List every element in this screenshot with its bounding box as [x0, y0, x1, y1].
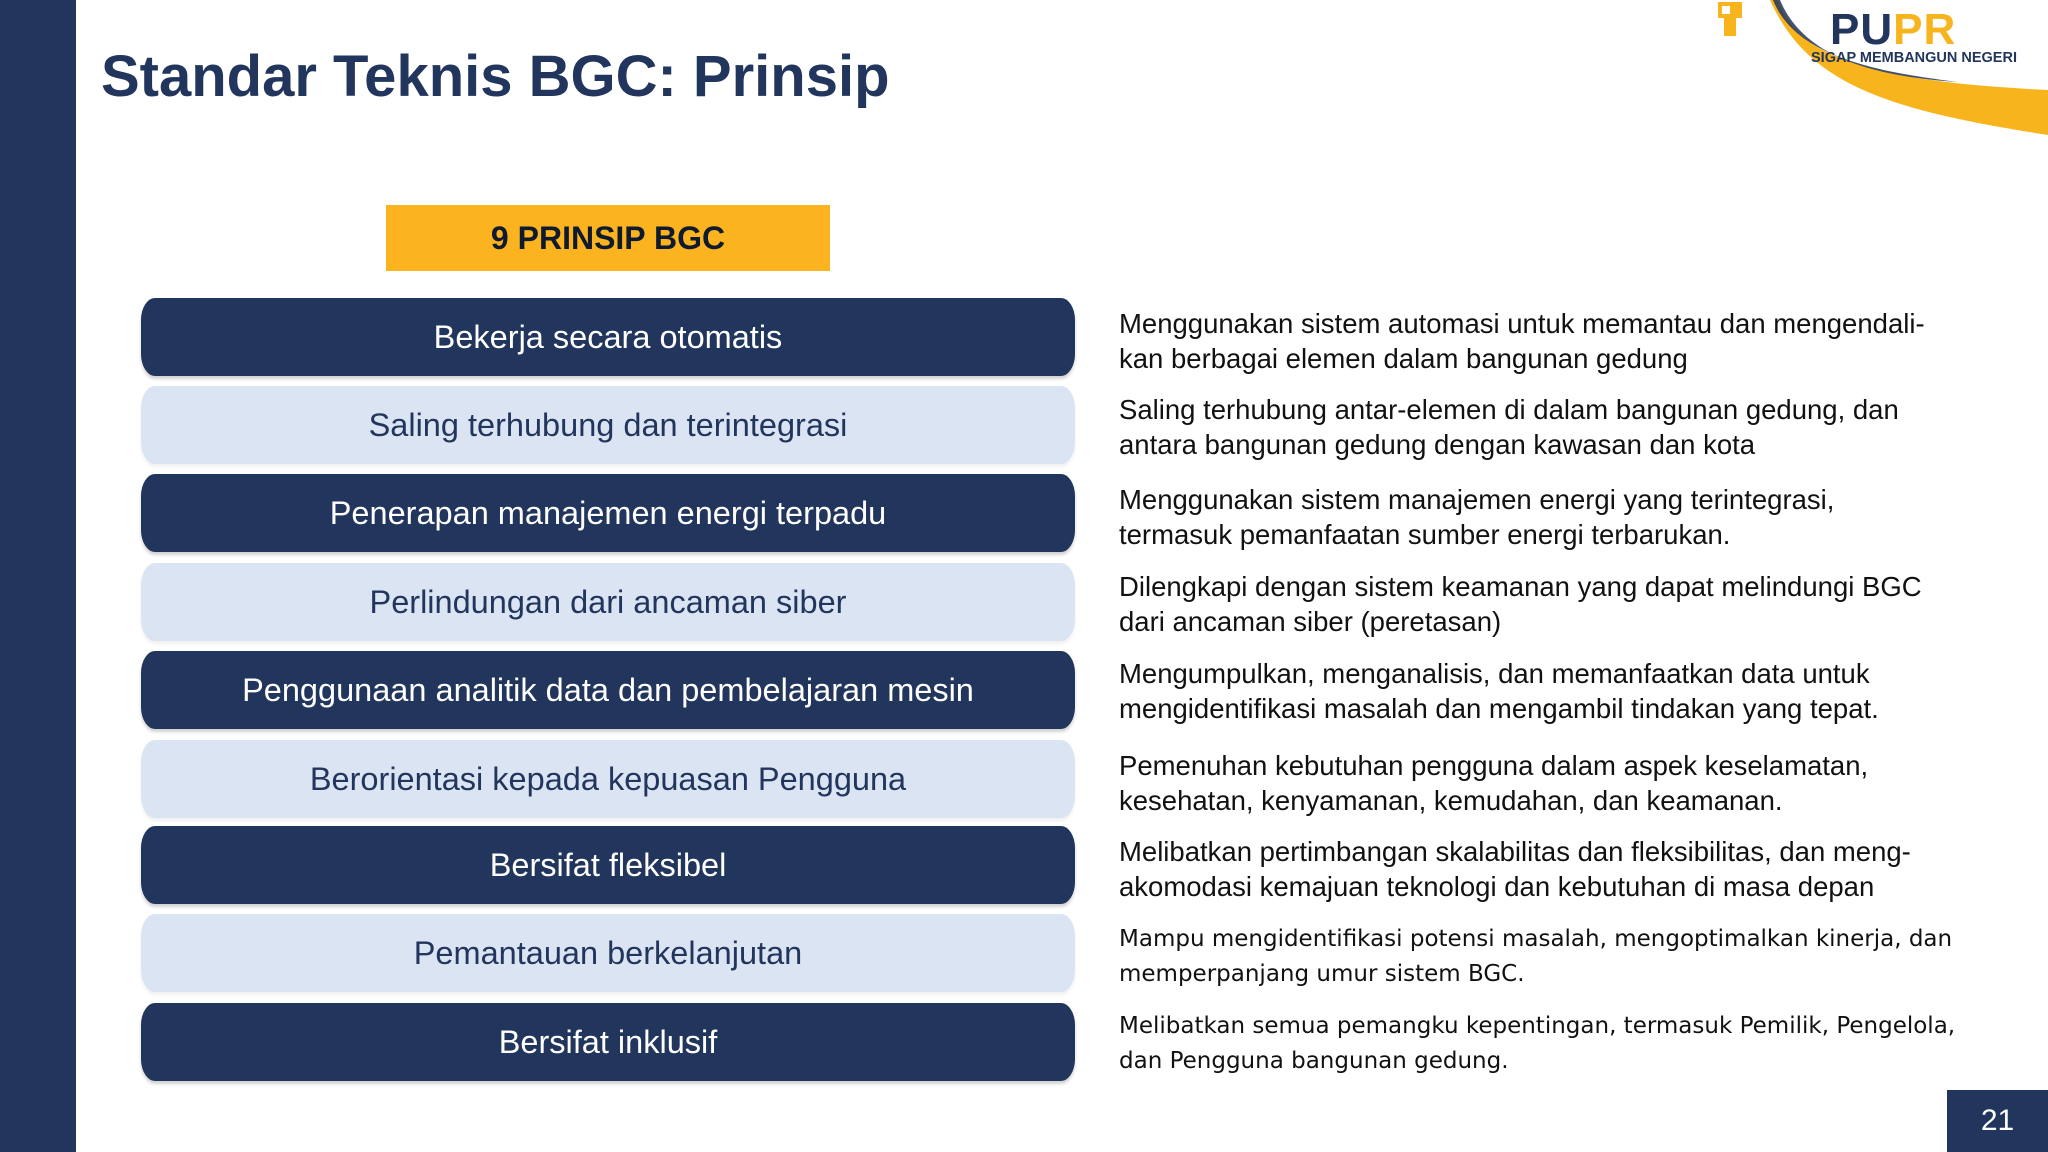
principle-pill-6: Berorientasi kepada kepuasan Pengguna: [141, 740, 1075, 818]
left-accent-bar: [0, 0, 76, 1152]
principle-pill-8: Pemantauan berkelanjutan: [141, 914, 1075, 992]
page-number: 21: [1947, 1090, 2048, 1152]
description-line: Saling terhubung antar-elemen di dalam bangunan gedung, dan: [1119, 394, 1899, 425]
description-line: memperpanjang umur sistem BGC.: [1119, 961, 1525, 987]
description-line: termasuk pemanfaatan sumber energi terbarukan.: [1119, 519, 1731, 550]
pupr-logo: [1718, 0, 2048, 135]
principle-description-7: [1119, 834, 1979, 904]
description-line: Pemenuhan kebutuhan pengguna dalam aspek keselamatan,: [1119, 750, 1869, 781]
principle-pill-4: Perlindungan dari ancaman siber: [141, 563, 1075, 641]
description-line: Melibatkan semua pemangku kepentingan, termasuk Pemilik, Pengelola,: [1119, 1013, 1956, 1039]
principle-description-5: [1119, 656, 1979, 726]
principle-description-1: [1119, 306, 1979, 376]
description-line: akomodasi kemajuan teknologi dan kebutuhan di masa depan: [1119, 871, 1875, 902]
description-line: Melibatkan pertimbangan skalabilitas dan fleksibilitas, dan meng-: [1119, 836, 1911, 867]
principle-description-4: [1119, 569, 1979, 639]
principle-pill-1: Bekerja secara otomatis: [141, 298, 1075, 376]
principle-description-6: [1119, 748, 1979, 818]
description-line: kesehatan, kenyamanan, kemudahan, dan keamanan.: [1119, 785, 1783, 816]
principle-pill-7: Bersifat fleksibel: [141, 826, 1075, 904]
description-line: dari ancaman siber (peretasan): [1119, 606, 1502, 637]
description-line: Mampu mengidentifikasi potensi masalah, mengoptimalkan kinerja, dan: [1119, 926, 1953, 952]
description-line: antara bangunan gedung dengan kawasan dan kota: [1119, 429, 1756, 460]
description-line: mengidentifikasi masalah dan mengambil tindakan yang tepat.: [1119, 693, 1879, 724]
logo-wordmark: PUPR: [1830, 5, 1957, 54]
description-line: Menggunakan sistem manajemen energi yang terintegrasi,: [1119, 484, 1835, 515]
principle-pill-3: Penerapan manajemen energi terpadu: [141, 474, 1075, 552]
principles-heading-box: [386, 205, 830, 271]
principle-pill-5: Penggunaan analitik data dan pembelajaran mesin: [141, 651, 1075, 729]
description-line: Mengumpulkan, menganalisis, dan memanfaatkan data untuk: [1119, 658, 1870, 689]
logo-tagline: SIGAP MEMBANGUN NEGERI: [1811, 50, 2017, 66]
logo-emblem-icon: [1718, 0, 1742, 38]
description-line: Dilengkapi dengan sistem keamanan yang dapat melindungi BGC: [1119, 571, 1922, 602]
description-line: dan Pengguna bangunan gedung.: [1119, 1048, 1509, 1074]
principle-description-8: [1119, 922, 1979, 992]
principle-pill-2: Saling terhubung dan terintegrasi: [141, 386, 1075, 464]
slide-title: Standar Teknis BGC: Prinsip: [101, 44, 890, 109]
description-line: kan berbagai elemen dalam bangunan gedung: [1119, 343, 1688, 374]
description-line: Menggunakan sistem automasi untuk memantau dan mengendali-: [1119, 308, 1925, 339]
principle-description-9: [1119, 1009, 1979, 1079]
principle-description-3: [1119, 482, 1979, 552]
principle-description-2: [1119, 392, 1979, 462]
principle-pill-9: Bersifat inklusif: [141, 1003, 1075, 1081]
principles-heading: 9 PRINSIP BGC: [490, 219, 726, 256]
